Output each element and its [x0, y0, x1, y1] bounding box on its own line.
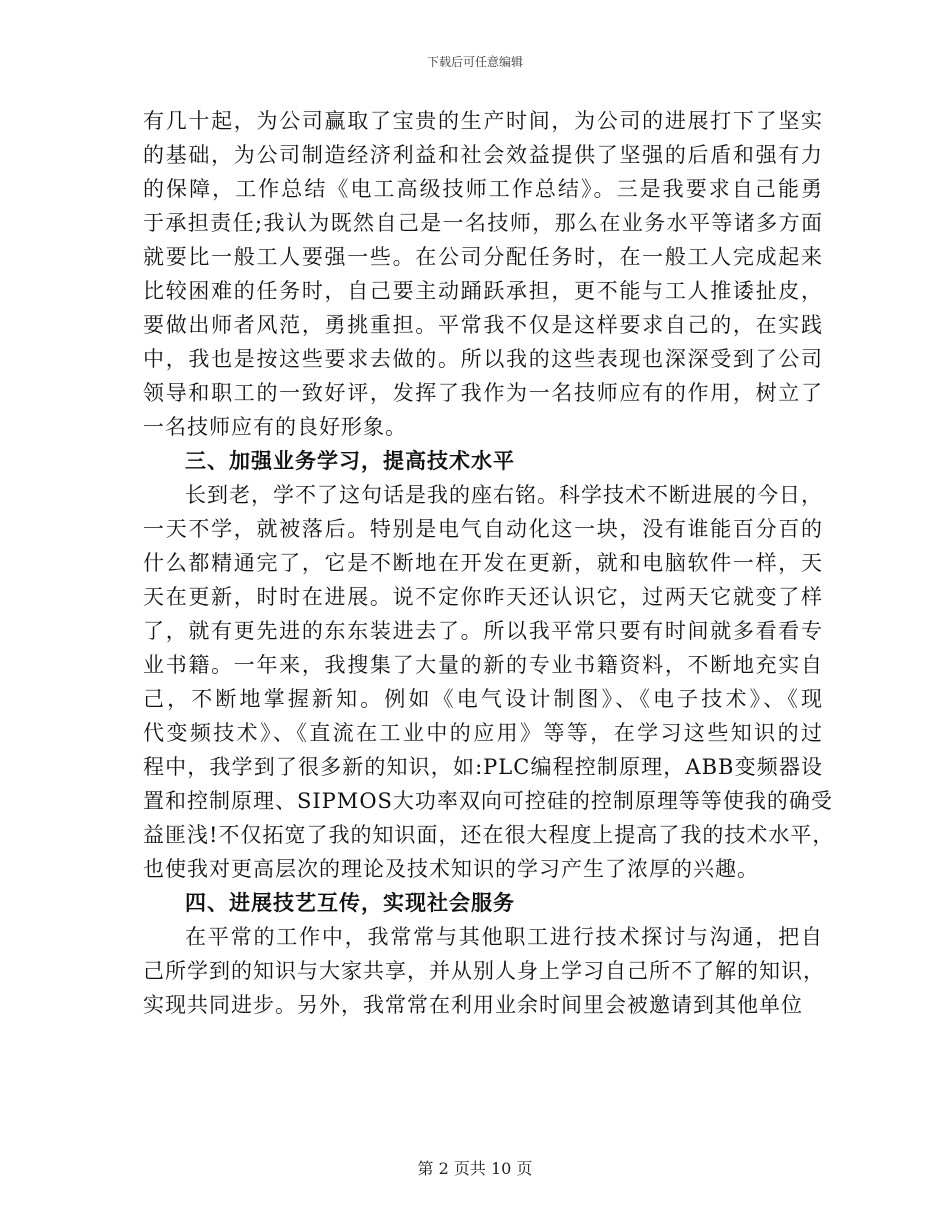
page-header: 下载后可任意编辑 — [426, 55, 523, 69]
body-line: 己所学到的知识与大家共享，并从别人身上学习自己所不了解的知识， — [143, 959, 825, 983]
body-line: 在平常的工作中，我常常与其他职工进行技术探讨与沟通，把自 — [185, 925, 823, 949]
body-line: 代变频技术》、《直流在工业中的应用》等等，在学习这些知识的过 — [143, 721, 823, 745]
body-line: 了，就有更先进的东东装进去了。所以我平常只要有时间就多看看专 — [143, 619, 823, 643]
body-line: 中，我也是按这些要求去做的。所以我的这些表现也深深受到了公司 — [143, 347, 823, 371]
body-line: 一名技师应有的良好形象。 — [143, 415, 407, 439]
body-line: 程中，我学到了很多新的知识，如:PLC编程控制原理，ABB变频器设 — [143, 755, 823, 779]
body-line: 天在更新，时时在进展。说不定你昨天还认识它，过两天它就变了样 — [143, 585, 823, 609]
body-line: 就要比一般工人要强一些。在公司分配任务时，在一般工人完成起来 — [143, 245, 823, 269]
body-line: 比较困难的任务时，自己要主动踊跃承担，更不能与工人推诿扯皮， — [143, 279, 823, 303]
body-line: 什么都精通完了，它是不断地在开发在更新，就和电脑软件一样，天 — [143, 551, 823, 575]
body-line: 置和控制原理、SIPMOS大功率双向可控硅的控制原理等等使我的确受 — [143, 789, 833, 813]
body-line: 一天不学，就被落后。特别是电气自动化这一块，没有谁能百分百的 — [143, 517, 823, 541]
body-line: 长到老，学不了这句话是我的座右铭。科学技术不断进展的今日， — [185, 483, 823, 507]
section-heading: 三、加强业务学习，提高技术水平 — [185, 448, 515, 473]
body-line: 的基础，为公司制造经济利益和社会效益提供了坚强的后盾和强有力 — [143, 143, 823, 167]
body-line: 的保障，工作总结《电工高级技师工作总结》。三是我要求自己能勇 — [143, 177, 823, 201]
body-line: 于承担责任;我认为既然自己是一名技师，那么在业务水平等诸多方面 — [143, 211, 823, 235]
body-line: 有几十起，为公司赢取了宝贵的生产时间，为公司的进展打下了坚实 — [143, 109, 823, 133]
document-body — [143, 104, 835, 1022]
body-line: 也使我对更高层次的理论及技术知识的学习产生了浓厚的兴趣。 — [143, 857, 759, 881]
body-line: 己，不断地掌握新知。例如《电气设计制图》、《电子技术》、《现 — [143, 687, 823, 711]
body-line: 要做出师者风范，勇挑重担。平常我不仅是这样要求自己的，在实践 — [143, 313, 823, 337]
section-heading: 四、进展技艺互传，实现社会服务 — [185, 890, 515, 915]
body-line: 领导和职工的一致好评，发挥了我作为一名技师应有的作用，树立了 — [143, 381, 823, 405]
page-number: 第 2 页共 10 页 — [417, 1159, 533, 1178]
body-line: 业书籍。一年来，我搜集了大量的新的专业书籍资料，不断地充实自 — [143, 653, 823, 677]
body-line: 实现共同进步。另外，我常常在利用业余时间里会被邀请到其他单位 — [143, 993, 803, 1017]
body-line: 益匪浅!不仅拓宽了我的知识面，还在很大程度上提高了我的技术水平， — [143, 823, 835, 847]
